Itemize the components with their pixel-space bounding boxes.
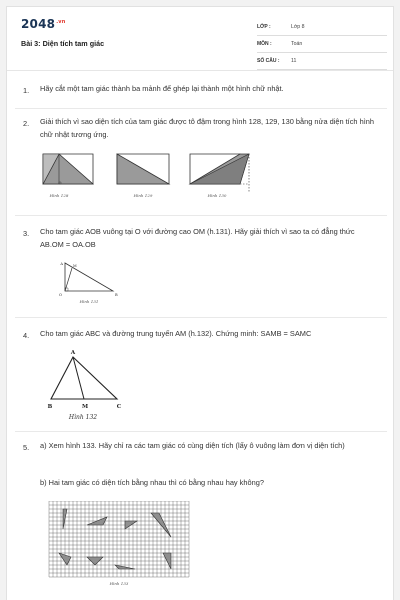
question-text: Cho tam giác AOB vuông tại O với đường cao OM (h.131). Hãy giải thích vì sao ta có đẳng thức AB.OM = OA.OB: [40, 227, 355, 249]
question-divider: [15, 108, 387, 109]
lesson-title: Bài 3: Diện tích tam giác: [21, 39, 105, 48]
figure-caption: Hình 129: [133, 193, 153, 198]
question-number: 3.: [23, 229, 30, 238]
worksheet: [6, 6, 394, 600]
meta-label: MÔN :: [257, 41, 272, 47]
vertex-label-M: M: [81, 404, 89, 410]
meta-value: Lớp 8: [291, 24, 305, 30]
vertex-label-A: A: [70, 350, 76, 356]
grid-triangles: [59, 509, 171, 569]
worksheet-header: [7, 7, 393, 69]
question-number: 4.: [23, 331, 30, 340]
meta-row-count: [257, 55, 387, 70]
figure-132: [41, 347, 131, 427]
figure-131: [55, 257, 135, 307]
meta-value: 11: [291, 58, 297, 64]
question-text: Giải thích vì sao diện tích của tam giác được tô đậm trong hình 128, 129, 130 bằng nửa diện tích hình chữ nhật tương ứng.: [40, 117, 374, 139]
question-divider: [15, 431, 387, 432]
logo-suffix: .vn: [56, 19, 66, 25]
question-number: 1.: [23, 86, 30, 95]
question-divider: [15, 215, 387, 216]
figures-128-129-130: [35, 152, 265, 208]
figure-caption: Hình 128: [49, 193, 69, 198]
figure-caption: Hình 130: [207, 193, 227, 198]
question-text-b: b) Hai tam giác có diện tích bằng nhau thì có bằng nhau hay không?: [40, 478, 264, 487]
figure-133: [45, 501, 195, 593]
question-text: Cho tam giác ABC và đường trung tuyến AM (h.132). Chứng minh: SAMB = SAMC: [40, 329, 312, 338]
vertex-label-O: O: [59, 293, 62, 297]
meta-row-class: [257, 21, 387, 36]
figure-caption: Hình 133: [109, 581, 129, 586]
header-divider: [7, 70, 393, 71]
question-number: 2.: [23, 119, 30, 128]
vertex-label-C: C: [116, 404, 122, 410]
figure-130: [190, 154, 249, 198]
figure-128: [43, 154, 93, 198]
vertex-label-B: B: [47, 404, 53, 410]
vertex-label-B: B: [115, 293, 118, 297]
meta-info: [257, 21, 387, 72]
figure-caption: Hình 132: [68, 414, 98, 421]
site-logo[interactable]: [21, 17, 66, 31]
meta-row-subject: [257, 38, 387, 53]
question-text-a: a) Xem hình 133. Hãy chỉ ra các tam giác có cùng diện tích (lấy ô vuông làm đơn vị diện tích): [40, 441, 345, 450]
figure-129: [117, 154, 169, 198]
logo-text: 2048: [21, 17, 56, 31]
figure-caption: Hình 131: [79, 299, 99, 304]
vertex-label-A: A: [60, 262, 63, 266]
meta-value: Toán: [291, 41, 303, 47]
question-text: Hãy cắt một tam giác thành ba mảnh để ghép lại thành một hình chữ nhật.: [40, 84, 284, 93]
question-divider: [15, 317, 387, 318]
vertex-label-M: M: [73, 264, 77, 268]
meta-label: SỐ CÂU :: [257, 58, 280, 64]
question-number: 5.: [23, 443, 30, 452]
meta-label: LỚP :: [257, 24, 271, 30]
